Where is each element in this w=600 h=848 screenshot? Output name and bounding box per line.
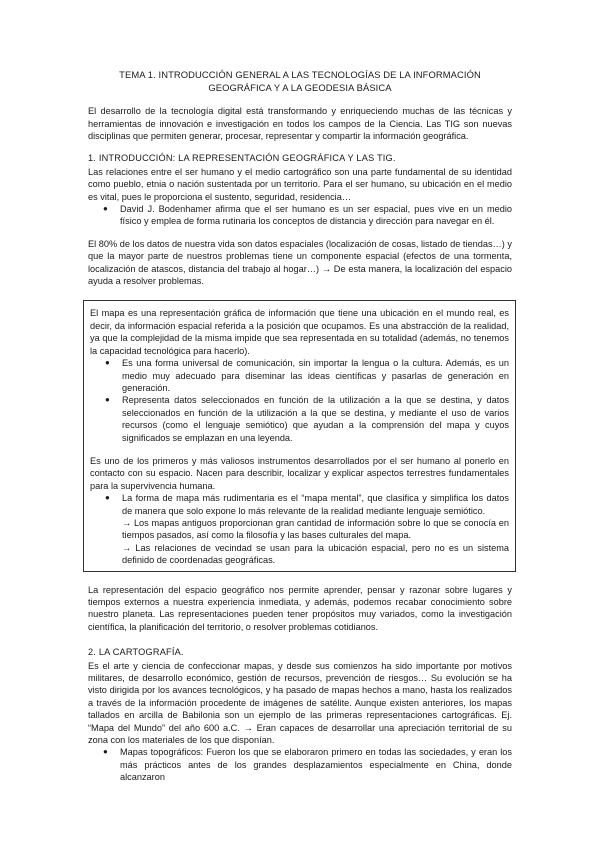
section-2-paragraph-1: Es el arte y ciencia de confeccionar mapas, y desde sus comienzos ha sido importante por motivos militares, de desarrollo económico, gestión de recursos, prevención de riesgos… Su evolución se ha visto dirigida por los avances tecnológicos, y ha pasado de mapas hechos a mano, hasta los realizados a través de la información procedente de imágenes de satélite. Aunque existen anteriores, los mapas tallados en arcilla de Babilonia son un ejemplo de las primeras representaciones cartográficas. Ej. “Mapa del Mundo” del año 600 a.C. → Eran capaces de desarrollar una apreciación territorial de su zona con los materiales de los que disponían. (88, 660, 512, 746)
list-item-text: Mapas topográficos: Fueron los que se elaboraron primero en todas las sociedades, y eran los más prácticos antes de los grandes desplazamientos especialmente en China, donde alcanzaron (120, 747, 512, 783)
box-bullet-list-2 (90, 492, 509, 517)
section-1-paragraph-1: Las relaciones entre el ser humano y el medio cartográfico son una parte fundamental de su identidad como pueblo, etnia o nación sustentada por un territorio. Para el ser humano, su ubicación en el medio es vital, pues le proporciona el sustento, seguridad, residencia… (88, 166, 512, 202)
list-item-text: David J. Bodenhamer afirma que el ser humano es un ser espacial, pues vive en un medio físico y emplea de forma rutinaria los conceptos de distancia y dirección para navegar en él. (120, 204, 512, 227)
document-title: TEMA 1. INTRODUCCIÓN GENERAL A LAS TECNOLOGÍAS DE LA INFORMACIÓN GEOGRÁFICA Y A LA GEODESIA BÁSICA (119, 69, 481, 93)
section-2-heading: 2. LA CARTOGRAFÍA. (88, 647, 184, 658)
list-item-text: Es una forma universal de comunicación, sin importar la lengua o la cultura. Además, es un medio muy adecuado para diseminar las ideas científicas y pasarlas de generación en generación. (122, 358, 509, 393)
paragraph-after-box: La representación del espacio geográfico nos permite aprender, pensar y razonar sobre lugares y tiempos externos a nuestra experiencia inmediata, y además, podemos recabar conocimiento sobre nuestro planeta. Las representaciones pueden tener propósitos muy variados, como la investigación científica, la planificación del territorio, o resolver problemas cotidianos. (88, 584, 512, 632)
box-paragraph-1: El mapa es una representación gráfica de información que tiene una ubicación en el mundo real, es decir, da información espacial referida a la posición que ocupamos. Es una abstracción de la realidad, ya que la complejidad de la misma impide que sea representada en su totalidad (además, no tenemos la capacidad tecnológica para hacerlo). (90, 308, 509, 356)
box-sub-point-1: → Los mapas antiguos proporcionan gran cantidad de información sobre lo que se conocía en tiempos pasados, así como la filosofía y las bases culturales del mapa. (122, 517, 509, 541)
list-item (90, 492, 509, 517)
list-item (88, 203, 512, 228)
list-item-text: Representa datos seleccionados en función de la utilización a la que se destina, y datos seleccionados en función de la utilización a la que se destina, y mediante el uso de varios recursos (como el lenguaje semiótico) que ayudan a la comprensión del mapa y cuyos significados se emplazan en una leyenda. (122, 395, 509, 443)
bullet-icon: ● (105, 395, 110, 405)
list-item (90, 357, 509, 394)
section-1-bullet-list (88, 203, 512, 228)
section-1-heading: 1. INTRODUCCIÓN: LA REPRESENTACIÓN GEOGRÁFICA Y LAS TIG. (88, 153, 396, 164)
highlight-box (83, 300, 516, 571)
list-item (90, 394, 509, 444)
page-content (88, 69, 512, 784)
list-item-text: La forma de mapa más rudimentaria es el “mapa mental”, que clasifica y simplifica los datos de manera que solo expone lo más relevante de la realidad mediante lenguaje semiótico. (122, 493, 509, 516)
box-sub-point-2: → Las relaciones de vecindad se usan para la ubicación espacial, pero no es un sistema definido de coordenadas geográficas. (122, 542, 509, 566)
bullet-icon: ● (105, 358, 110, 368)
section-1-paragraph-2: El 80% de los datos de nuestra vida son datos espaciales (localización de cosas, listado de tiendas…) y que la mayor parte de nuestros problemas tiene un componente espacial (efectos de una tormenta, localización de atascos, distancia del trabajo al hogar…) → De esta manera, la localización del espacio ayuda a resolver problemas. (88, 238, 512, 287)
bullet-icon: ● (103, 747, 108, 757)
list-item (88, 746, 512, 783)
section-2-bullet-list (88, 746, 512, 783)
bullet-icon: ● (103, 204, 108, 214)
box-paragraph-2: Es uno de los primeros y más valiosos instrumentos desarrollados por el ser humano al ponerlo en contacto con su espacio. Nacen para describir, localizar y explicar aspectos terrestres fundamentales para la supervivencia humana. (90, 455, 509, 491)
box-bullet-list-1 (90, 357, 509, 444)
intro-paragraph: El desarrollo de la tecnología digital está transformando y enriqueciendo muchas de las técnicas y herramientas de innovación e investigación en todos los campos de la Ciencia. Las TIG son nuevas disciplinas que permiten generar, procesar, representar y compartir la información geográfica. (88, 106, 512, 141)
bullet-icon: ● (105, 493, 110, 503)
